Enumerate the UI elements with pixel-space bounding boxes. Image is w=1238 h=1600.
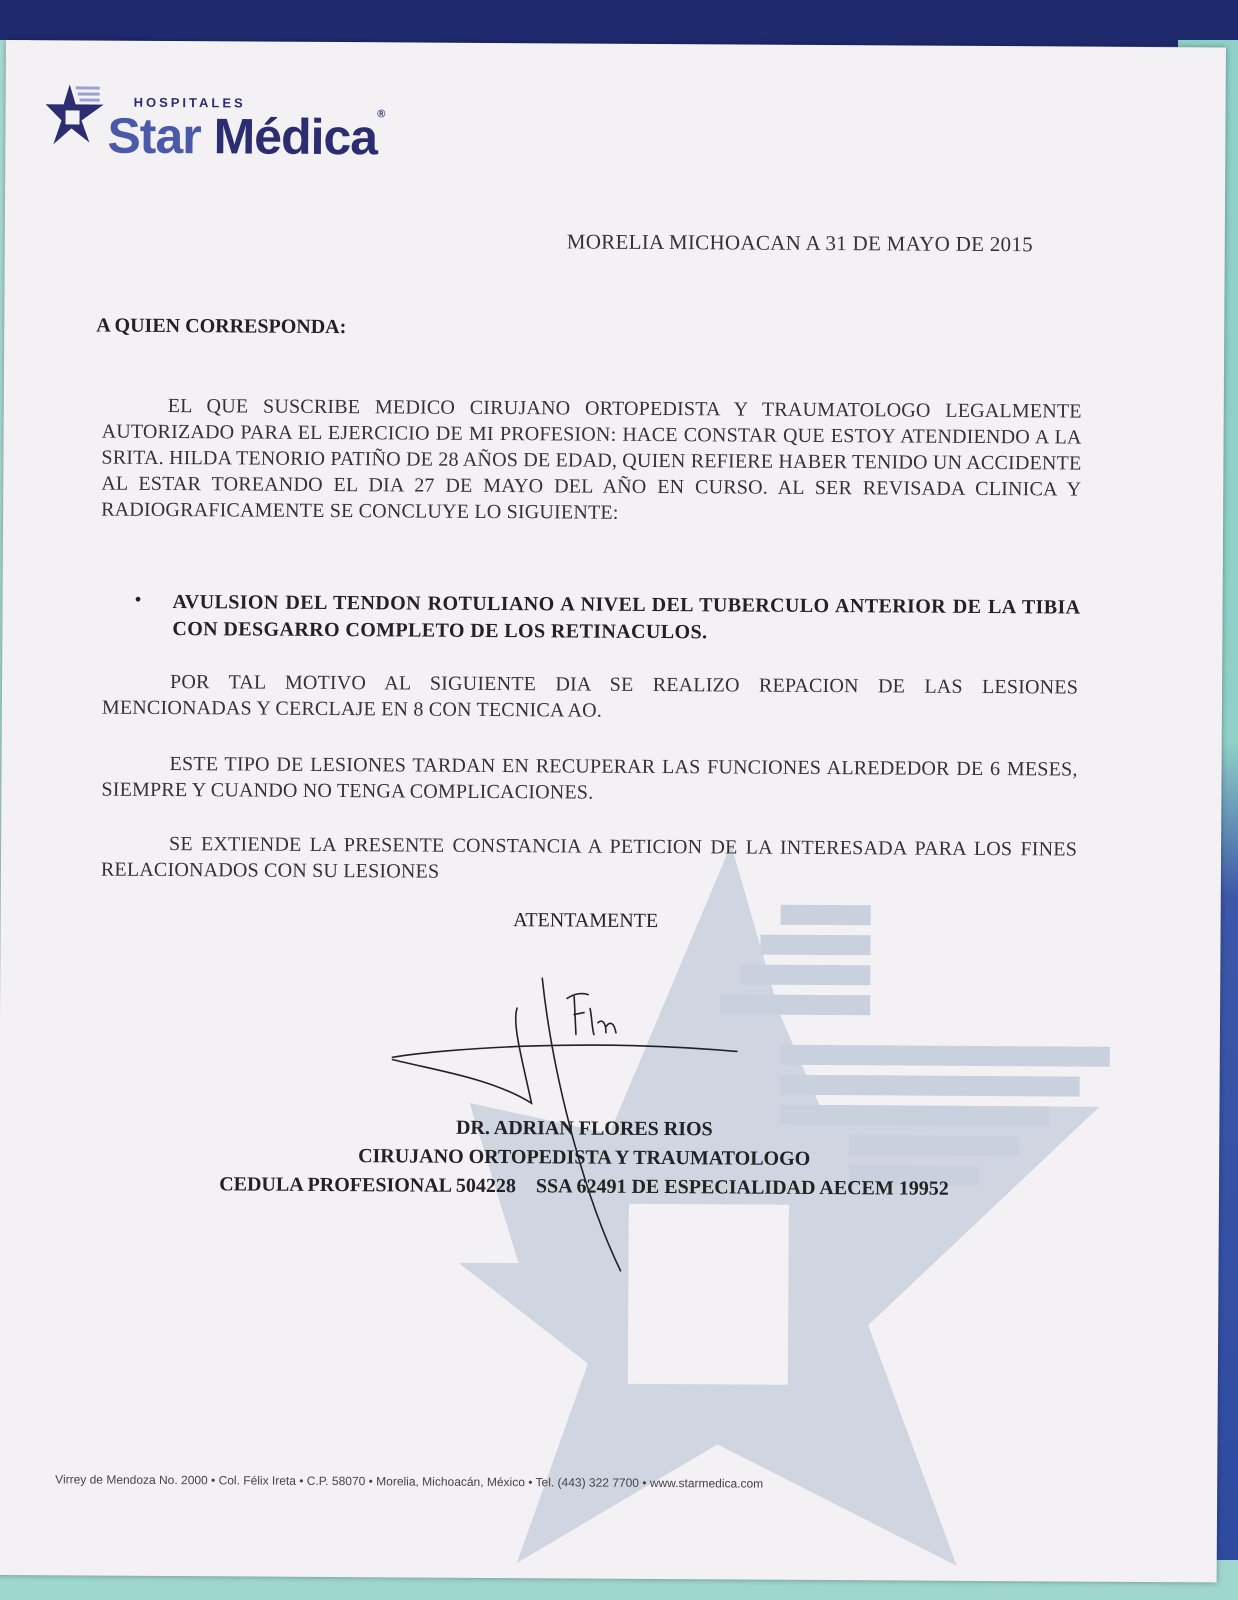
background-top <box>0 0 1238 46</box>
logo-supertitle: HOSPITALES <box>133 94 246 111</box>
letter-salutation: A QUIEN CORRESPONDA: <box>96 314 347 339</box>
letter-paragraph-2: POR TAL MOTIVO AL SIGUIENTE DIA SE REALIZO REPACION DE LAS LESIONES MENCIONADAS Y CERCLAJE EN 8 CON TECNICA AO. <box>101 671 1079 722</box>
logo-wordmark <box>107 107 384 167</box>
star-medica-logo <box>45 76 466 189</box>
logo-star-icon <box>45 80 103 160</box>
bullet-marker: • <box>134 588 142 611</box>
logo-registered-mark: ® <box>377 108 385 121</box>
diagnosis-finding: AVULSION DEL TENDON ROTULIANO A NIVEL DEL TUBERCULO ANTERIOR DE LA TIBIA CON DESGARRO COMPLETO DE LOS RETINACULOS. <box>172 591 1081 644</box>
signer-credentials: CEDULA PROFESIONAL 504228 SSA 62491 DE ESPECIALIDAD AECEM 19952 <box>219 1173 949 1200</box>
letter-closing: ATENTAMENTE <box>513 909 659 932</box>
letter-page <box>0 40 1226 1582</box>
handwritten-signature <box>390 947 752 1279</box>
letter-paragraph-4: SE EXTIENDE LA PRESENTE CONSTANCIA A PETICION DE LA INTERESADA PARA LOS FINES RELACIONADOS CON SU LESIONES <box>100 833 1078 883</box>
logo-word-star: Star <box>107 107 201 165</box>
letter-date: MORELIA MICHOACAN A 31 DE MAYO DE 2015 <box>566 229 1034 257</box>
letter-paragraph-1: EL QUE SUSCRIBE MEDICO CIRUJANO ORTOPEDISTA Y TRAUMATOLOGO LEGALMENTE AUTORIZADO PARA EL EJERCICIO DE MI PROFESION: HACE CONSTAR QUE ESTOY ATENDIENDO A LA SRITA. HILDA TENORIO PATIÑO DE 28 AÑOS DE EDAD, QUIEN REFIERE HABER TENIDO UN ACCIDENTE AL ESTAR TOREANDO EL DIA 27 DE MAYO DEL AÑO EN CURSO. AL SER REVISADA CLINICA Y RADIOGRAFICAMENTE SE CONCLUYE LO SIGUIENTE: <box>101 394 1082 524</box>
signer-title: CIRUJANO ORTOPEDISTA Y TRAUMATOLOGO <box>358 1145 811 1170</box>
letter-paragraph-3: ESTE TIPO DE LESIONES TARDAN EN RECUPERAR LAS FUNCIONES ALREDEDOR DE 6 MESES, SIEMPRE Y CUANDO NO TENGA COMPLICACIONES. <box>101 753 1078 804</box>
signer-name: DR. ADRIAN FLORES RIOS <box>455 1116 713 1141</box>
logo-word-medica: Médica <box>213 108 378 166</box>
footer-address: Virrey de Mendoza No. 2000 • Col. Félix Ireta • C.P. 58070 • Morelia, Michoacán, México • Tel. (443) 322 7700 • www.starmedica.com <box>55 1472 764 1491</box>
